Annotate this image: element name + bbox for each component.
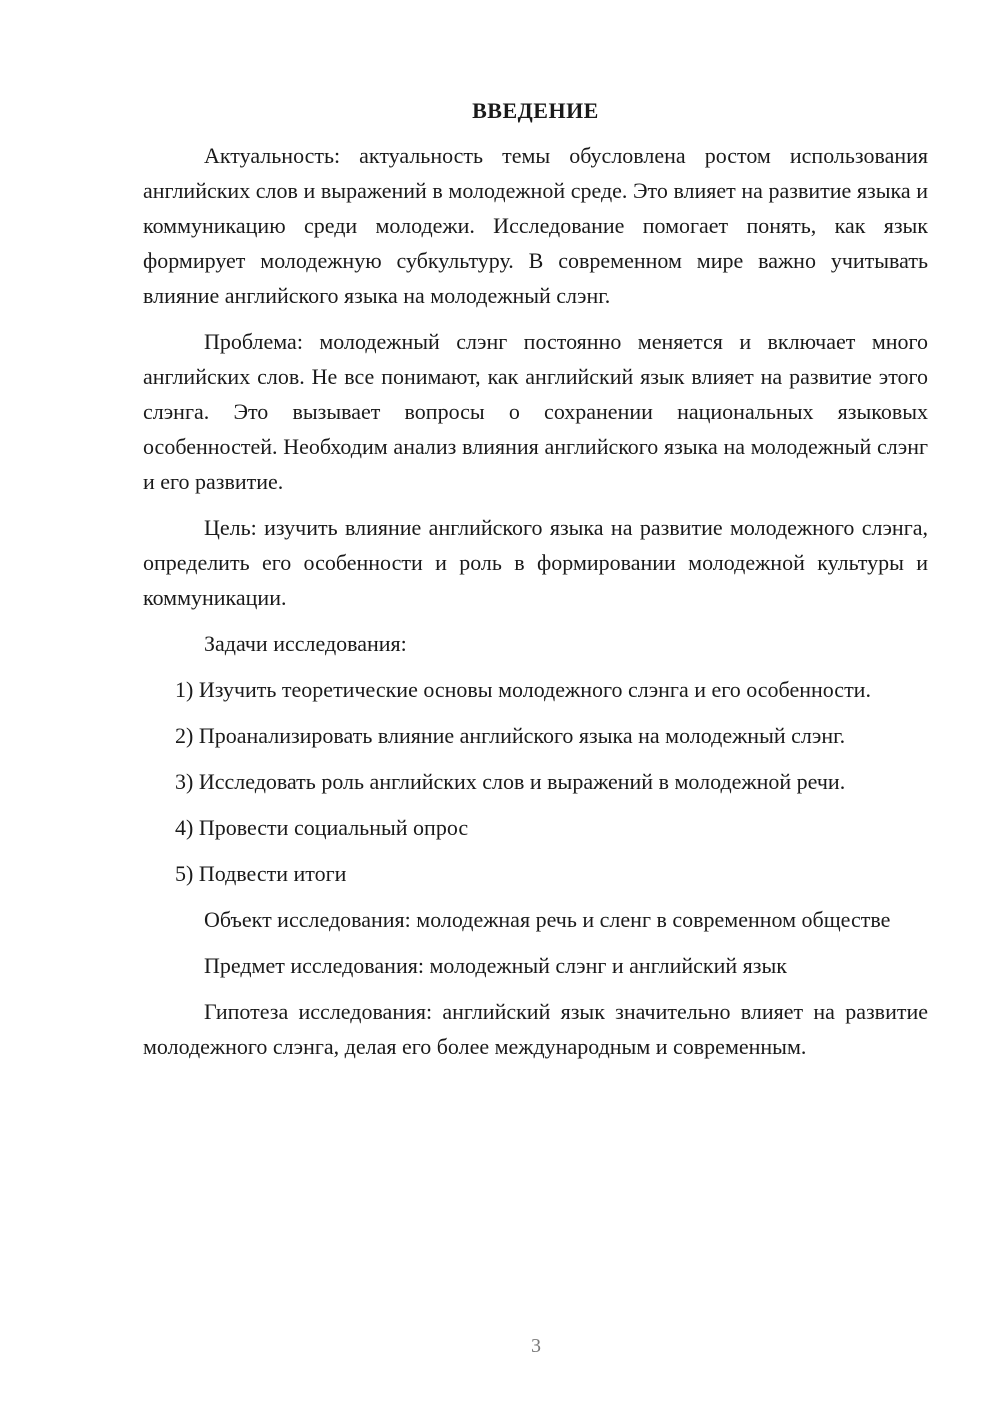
paragraph-subject: Предмет исследования: молодежный слэнг и английский язык: [204, 953, 787, 978]
task-item-5: 5) Подвести итоги: [175, 861, 347, 886]
paragraph-object: Объект исследования: молодежная речь и сленг в современном обществе: [204, 907, 891, 932]
page-content: [143, 96, 928, 1064]
task-item-2: 2) Проанализировать влияние английского языка на молодежный слэнг.: [175, 723, 846, 748]
task-item-3: 3) Исследовать роль английских слов и выражений в молодежной речи.: [175, 769, 846, 794]
paragraph-tasks-heading: Задачи исследования:: [204, 631, 407, 656]
paragraph-relevance: Актуальность: актуальность темы обусловлена ростом использования английских слов и выражений в молодежной среде. Это влияет на развитие языка и коммуникацию среди молодежи. Исследование помогает понять, как язык формирует молодежную субкультуру. В современном мире важно учитывать влияние английского языка на молодежный слэнг.: [143, 143, 928, 308]
task-item-1: 1) Изучить теоретические основы молодежного слэнга и его особенности.: [175, 677, 871, 702]
page-number: 3: [531, 1335, 541, 1357]
page-title: ВВЕДЕНИЕ: [472, 98, 599, 123]
paragraph-goal: Цель: изучить влияние английского языка на развитие молодежного слэнга, определить его особенности и роль в формировании молодежной культуры и коммуникации.: [143, 515, 928, 610]
paragraph-problem: Проблема: молодежный слэнг постоянно меняется и включает много английских слов. Не все понимают, как английский язык влияет на развитие этого слэнга. Это вызывает вопросы о сохранении национальных языковых особенностей. Необходим анализ влияния английского языка на молодежный слэнг и его развитие.: [143, 329, 928, 494]
paragraph-hypothesis: Гипотеза исследования: английский язык значительно влияет на развитие молодежного слэнга, делая его более международным и современным.: [143, 999, 928, 1059]
task-item-4: 4) Провести социальный опрос: [175, 815, 469, 840]
